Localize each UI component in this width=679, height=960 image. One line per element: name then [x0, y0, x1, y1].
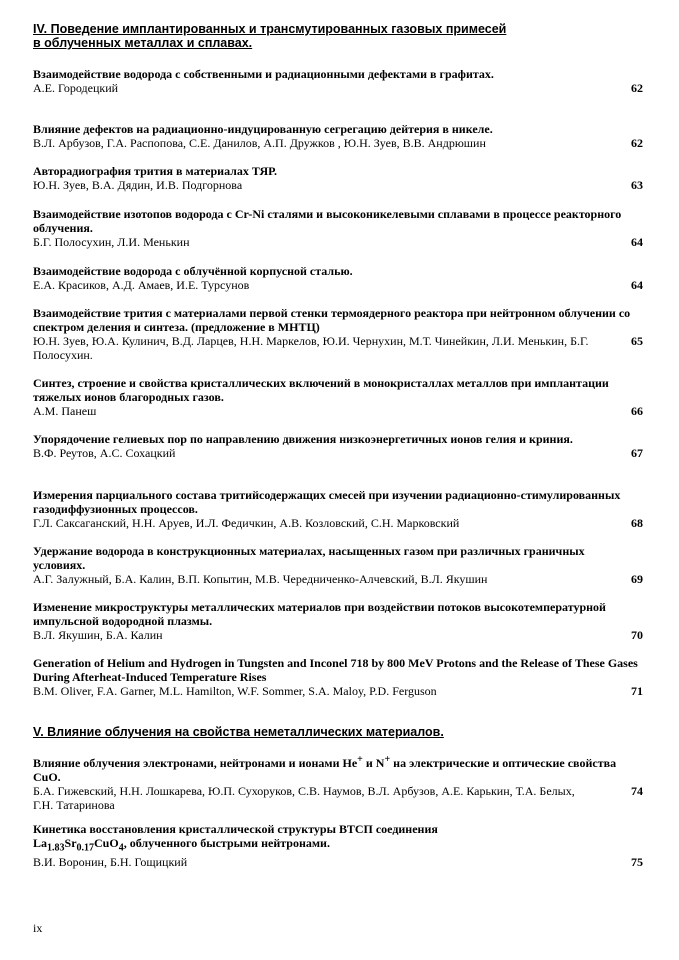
entry-title-superscript: +: [357, 754, 363, 765]
section-heading-line: в облученных металлах и сплавах.: [33, 36, 253, 50]
formula-text: CuO: [94, 836, 119, 850]
entry-page-number: 64: [631, 278, 643, 292]
entry-authors: Е.А. Красиков, А.Д. Амаев, И.Е. Турсунов: [33, 278, 250, 292]
section-heading-line: IV. Поведение имплантированных и трансмутированных газовых примесей: [33, 22, 507, 36]
formula-subscript: 1.83: [47, 842, 65, 854]
toc-entry: [33, 67, 673, 95]
entry-title-text: на электрические и оптические свойства CuO.: [33, 756, 617, 784]
entry-page-number: 71: [631, 684, 643, 698]
section-heading-iv: [33, 22, 506, 50]
entry-title: [33, 753, 633, 784]
entry-title: Взаимодействие водорода с собственными и радиационными дефектами в графитах.: [33, 67, 494, 81]
entry-title: Синтез, строение и свойства кристаллических включений в монокристаллах металлов при имплантации тяжелых ионов благородных газов.: [33, 376, 609, 404]
entry-title: Взаимодействие водорода с облучённой корпусной сталью.: [33, 264, 353, 278]
entry-authors: В.Л. Якушин, Б.А. Калин: [33, 628, 163, 642]
toc-entry: [33, 753, 673, 812]
entry-page-number: 67: [631, 446, 643, 460]
toc-entry: [33, 488, 673, 530]
entry-page-number: 63: [631, 178, 643, 192]
entry-title: Измерения парциального состава тритийсодержащих смесей при изучении радиационно-стимулированных газодиффузионных процессов.: [33, 488, 621, 516]
entry-page-number: 75: [631, 855, 643, 870]
entry-authors: Ю.Н. Зуев, Ю.А. Кулинич, В.Д. Ларцев, Н.Н. Маркелов, Ю.И. Чернухин, М.Т. Чинейкин, Л.И. Менькин, Б.Г. Полосухин.: [33, 334, 589, 362]
formula-subscript: 0.17: [76, 842, 95, 854]
toc-entry: [33, 264, 673, 292]
entry-authors: В.Л. Арбузов, Г.А. Распопова, С.Е. Данилов, А.П. Дружков , Ю.Н. Зуев, В.В. Андрюшин: [33, 136, 486, 150]
entry-authors: Б.А. Гижевский, Н.Н. Лошкарева, Ю.П. Сухоруков, С.В. Наумов, В.Л. Арбузов, А.Е. Карькин, Т.А. Белых, Г.Н. Татаринова: [33, 784, 575, 812]
formula-text: Sr: [64, 836, 77, 850]
entry-page-number: 74: [631, 784, 643, 798]
entry-authors: В.И. Воронин, Б.Н. Гощицкий: [33, 855, 188, 870]
section-heading-v: [33, 725, 444, 739]
entry-title-text: Влияние облучения электронами, нейтронами и ионами He: [33, 756, 358, 770]
toc-entry: [33, 600, 673, 642]
entry-title-text: Кинетика восстановления кристаллической структуры ВТСП соединения: [33, 822, 438, 836]
formula-subscript: 4: [118, 842, 124, 854]
entry-title-superscript: +: [384, 754, 391, 765]
toc-entry: [33, 207, 673, 249]
toc-entry: [33, 656, 673, 698]
entry-page-number: 69: [631, 572, 643, 586]
entry-page-number: 62: [631, 81, 643, 95]
entry-page-number: 68: [631, 516, 643, 530]
entry-title: Влияние дефектов на радиационно-индуцированную сегрегацию дейтерия в никеле.: [33, 122, 493, 136]
entry-title: [33, 822, 633, 855]
entry-title: Взаимодействие изотопов водорода с Cr-Ni сталями и высоконикелевыми сплавами в процессе реакторного облучения.: [33, 207, 622, 235]
formula-text: La: [33, 836, 48, 850]
toc-entry: [33, 432, 673, 460]
entry-authors: Б.Г. Полосухин, Л.И. Менькин: [33, 235, 190, 249]
entry-title: Изменение микроструктуры металлических материалов при воздействии потоков высокотемпературной импульсной водородной плазмы.: [33, 600, 606, 628]
toc-entry: [33, 164, 673, 192]
entry-title-text: , облученного быстрыми нейтронами.: [123, 836, 330, 850]
entry-page-number: 70: [631, 628, 643, 642]
toc-entry: [33, 544, 673, 586]
entry-title: Generation of Helium and Hydrogen in Tungsten and Inconel 718 by 800 MeV Protons and the Release of These Gases During Afterheat-Induced Temperature Rises: [33, 656, 638, 684]
entry-title: Взаимодействие трития с материалами первой стенки термоядерного реактора при нейтронном облучении со спектром деления и синтеза. (предложение в МНТЦ): [33, 306, 631, 334]
entry-title: Упорядочение гелиевых пор по направлению движения низкоэнергетичных ионов гелия и криния.: [33, 432, 573, 446]
toc-entry: [33, 376, 673, 418]
entry-authors: Ю.Н. Зуев, В.А. Дядин, И.В. Подгорнова: [33, 178, 243, 192]
entry-page-number: 64: [631, 235, 643, 249]
entry-title-text: и N: [362, 756, 385, 770]
section-heading-line: V. Влияние облучения на свойства неметаллических материалов.: [33, 725, 444, 739]
toc-entry: [33, 122, 673, 150]
entry-page-number: 62: [631, 136, 643, 150]
entry-title: Авторадиография трития в материалах ТЯР.: [33, 164, 277, 178]
entry-authors: А.Г. Залужный, Б.А. Калин, В.П. Копытин, М.В. Чередниченко-Алчевский, В.Л. Якушин: [33, 572, 488, 586]
entry-page-number: 65: [631, 334, 643, 348]
entry-page-number: 66: [631, 404, 643, 418]
entry-authors: B.M. Oliver, F.A. Garner, M.L. Hamilton, W.F. Sommer, S.A. Maloy, P.D. Ferguson: [33, 684, 437, 698]
entry-title: Удержание водорода в конструкционных материалах, насыщенных газом при различных граничных условиях.: [33, 544, 585, 572]
entry-authors: Г.Л. Саксаганский, Н.Н. Аруев, И.Л. Федичкин, А.В. Козловский, С.Н. Марковский: [33, 516, 460, 530]
entry-authors: В.Ф. Реутов, А.С. Сохацкий: [33, 446, 176, 460]
toc-entry: [33, 306, 673, 362]
toc-entry: [33, 822, 673, 869]
entry-authors: А.М. Панеш: [33, 404, 97, 418]
page-footer-number: ix: [33, 921, 43, 935]
entry-authors: А.Е. Городецкий: [33, 81, 119, 95]
